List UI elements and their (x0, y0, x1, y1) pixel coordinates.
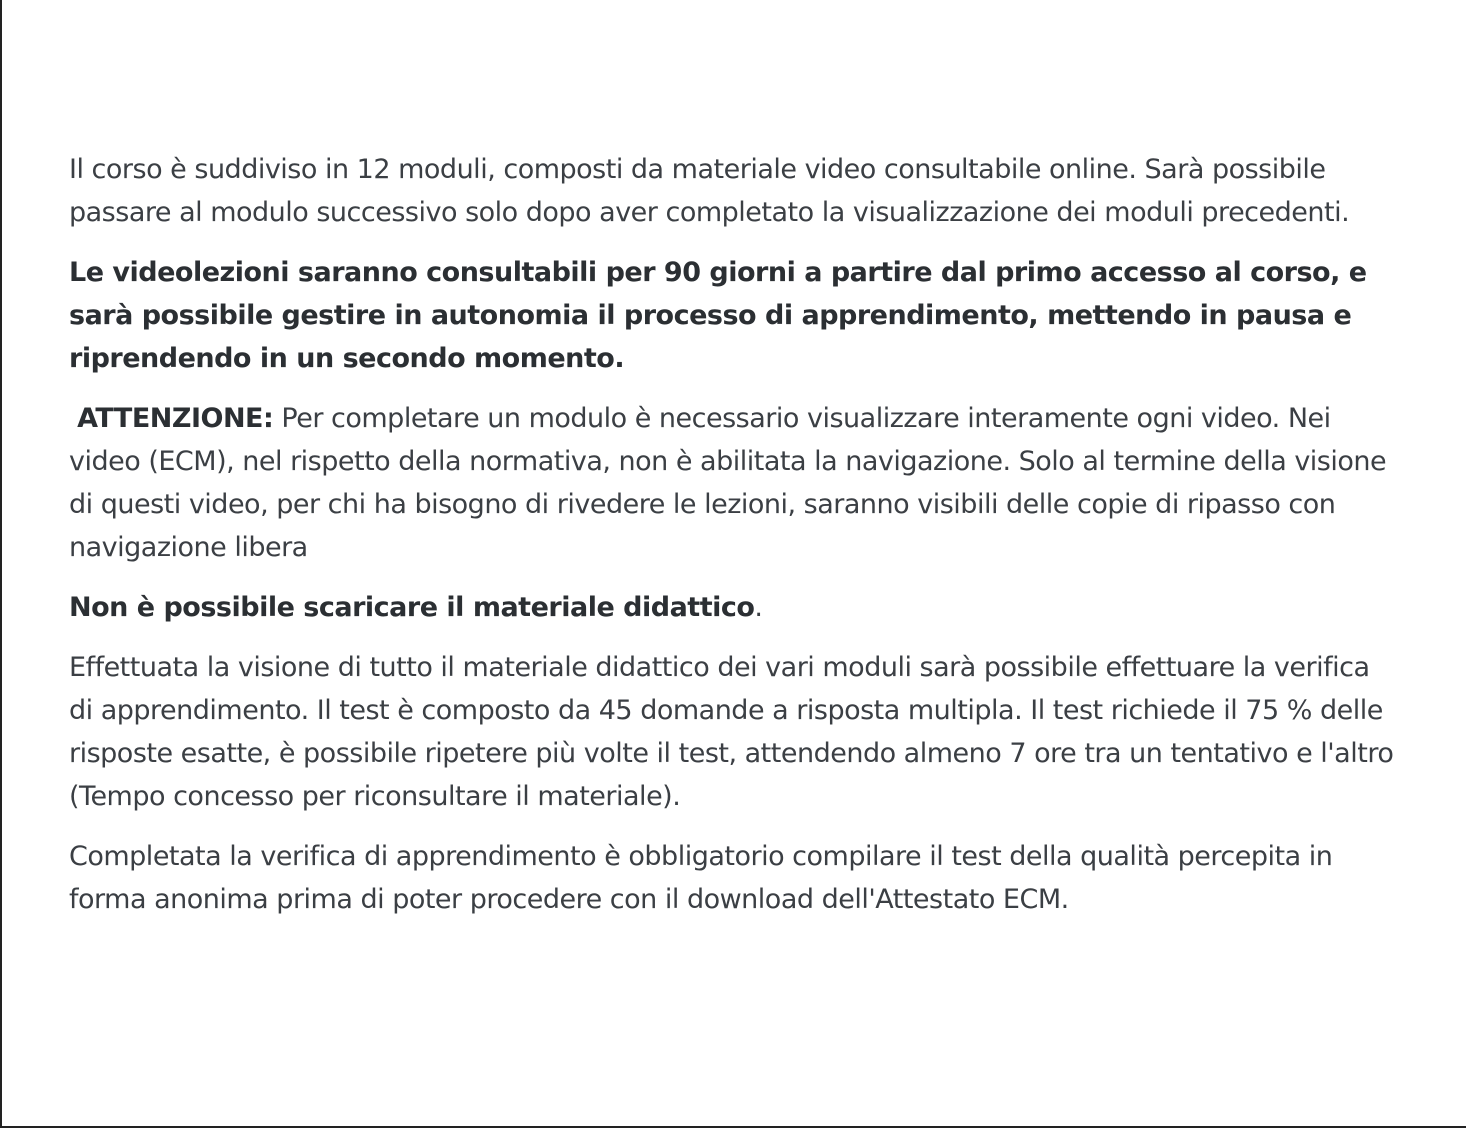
attenzione-label: ATTENZIONE: (77, 403, 274, 434)
attenzione-text: Per completare un modulo è necessario visualizzare interamente ogni video. Nei video (ECM), nel rispetto della normativa, non è abilitata la navigazione. Solo al termine della visione di questi video, per chi ha bisogno di rivedere le lezioni, saranno visibili delle copie di ripasso con navigazione libera (69, 403, 1387, 563)
attenzione-paragraph (69, 397, 1399, 569)
course-info-content (69, 148, 1399, 938)
intro-paragraph: Il corso è suddiviso in 12 moduli, composti da materiale video consultabile online. Sarà possibile passare al modulo successivo solo dopo aver completato la visualizzazione dei moduli precedenti. (69, 154, 1350, 228)
qualita-paragraph: Completata la verifica di apprendimento è obbligatorio compilare il test della qualità percepita in forma anonima prima di poter procedere con il download dell'Attestato ECM. (69, 841, 1333, 915)
videolezioni-paragraph: Le videolezioni saranno consultabili per 90 giorni a partire dal primo accesso al corso, e sarà possibile gestire in autonomia il processo di apprendimento, mettendo in pausa e riprendendo in un secondo momento. (69, 257, 1367, 374)
download-paragraph (69, 586, 1399, 629)
download-bold-text: Non è possibile scaricare il materiale didattico (69, 592, 755, 623)
verifica-paragraph: Effettuata la visione di tutto il materiale didattico dei vari moduli sarà possibile effettuare la verifica di apprendimento. Il test è composto da 45 domande a risposta multipla. Il test richiede il 75 % delle risposte esatte, è possibile ripetere più volte il test, attendendo almeno 7 ore tra un tentativo e l'altro (Tempo concesso per riconsultare il materiale). (69, 652, 1394, 812)
download-suffix: . (754, 592, 763, 623)
